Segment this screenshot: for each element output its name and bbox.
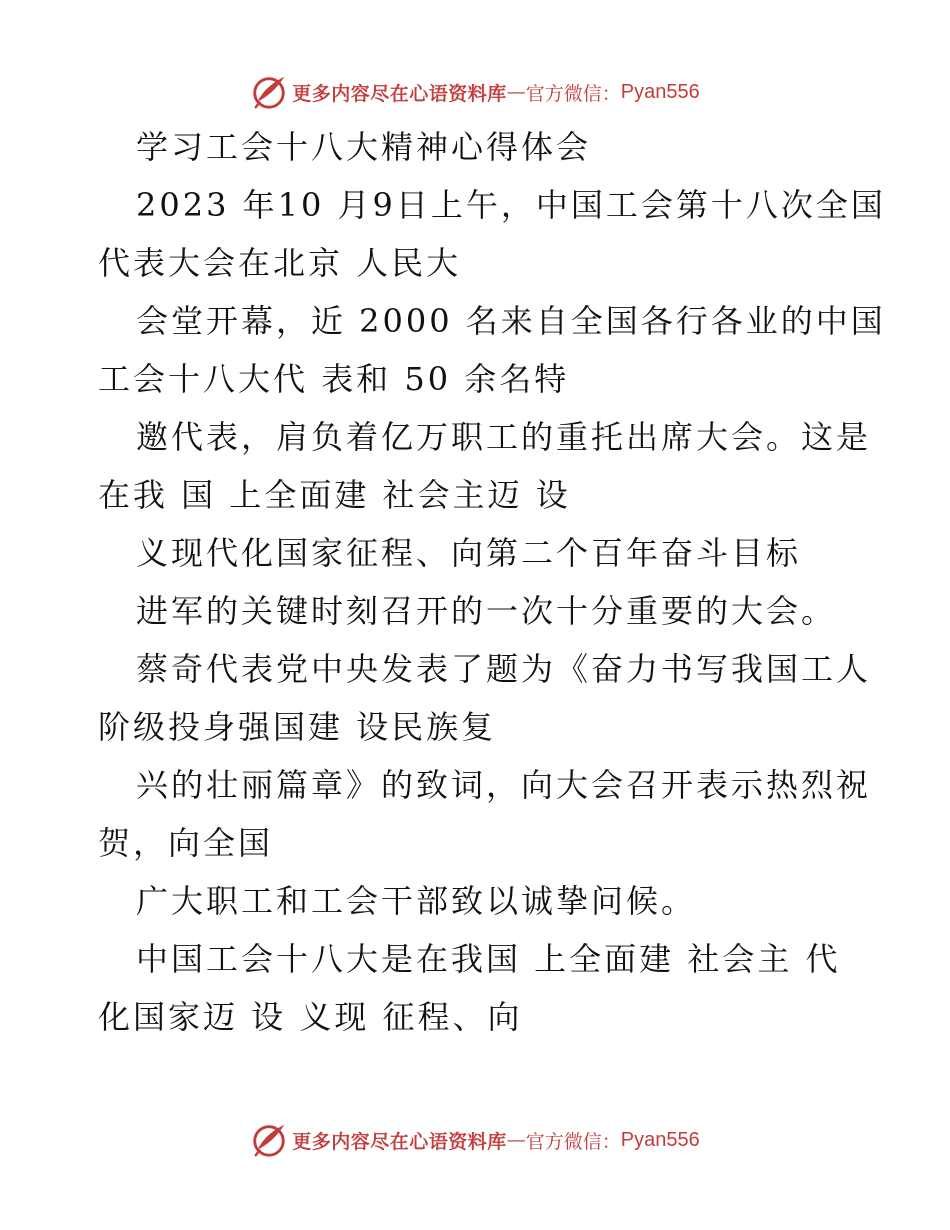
text-line: 2023 年10 月9日上午，中国工会第十八次全国: [136, 186, 886, 224]
document-title: 学习工会十八大精神心得体会: [136, 128, 592, 166]
footer-banner: [0, 1118, 950, 1162]
text-line: 化国家迈 设 义现 征程、向: [98, 998, 523, 1036]
text-line: 进军的关键时刻召开的一次十分重要的大会。: [136, 592, 837, 630]
text-line: 贺，向全国: [98, 824, 274, 862]
header-banner: [0, 70, 950, 114]
text-line: 代表大会在北京 人民大: [98, 244, 462, 282]
text-line: 邀代表，肩负着亿万职工的重托出席大会。这是: [136, 418, 872, 456]
text-line: 工会十八大代 表和 50 余名特: [98, 360, 570, 398]
text-line: 广大职工和工会干部致以诚挚问候。: [136, 882, 697, 920]
banner-separator: —: [506, 81, 526, 103]
banner-brand-text: 更多内容尽在心语资料库: [292, 1130, 507, 1153]
text-line: 在我 国 上全面建 社会主迈 设: [98, 476, 571, 514]
text-line: 中国工会十八大是在我国 上全面建 社会主 代: [136, 940, 841, 978]
banner-wechat-id: Pyan556: [620, 80, 700, 103]
text-line: 蔡奇代表党中央发表了题为《奋力书写我国工人: [136, 650, 872, 688]
text-line: 兴的壮丽篇章》的致词，向大会召开表示热烈祝: [136, 766, 872, 804]
banner-brand-text: 更多内容尽在心语资料库: [292, 82, 507, 105]
quill-logo-icon: [250, 1121, 288, 1159]
banner-separator: —: [506, 1129, 526, 1151]
banner-wechat-id: Pyan556: [620, 1128, 700, 1151]
text-line: 阶级投身强国建 设民族复: [98, 708, 497, 746]
text-line: 义现代化国家征程、向第二个百年奋斗目标: [136, 534, 802, 572]
quill-logo-icon: [250, 73, 288, 111]
text-line: 会堂开幕，近 2000 名来自全国各行各业的中国: [136, 302, 886, 340]
banner-wechat-label: 官方微信：: [525, 82, 621, 105]
banner-wechat-label: 官方微信：: [525, 1130, 621, 1153]
document-body: [98, 118, 886, 1046]
